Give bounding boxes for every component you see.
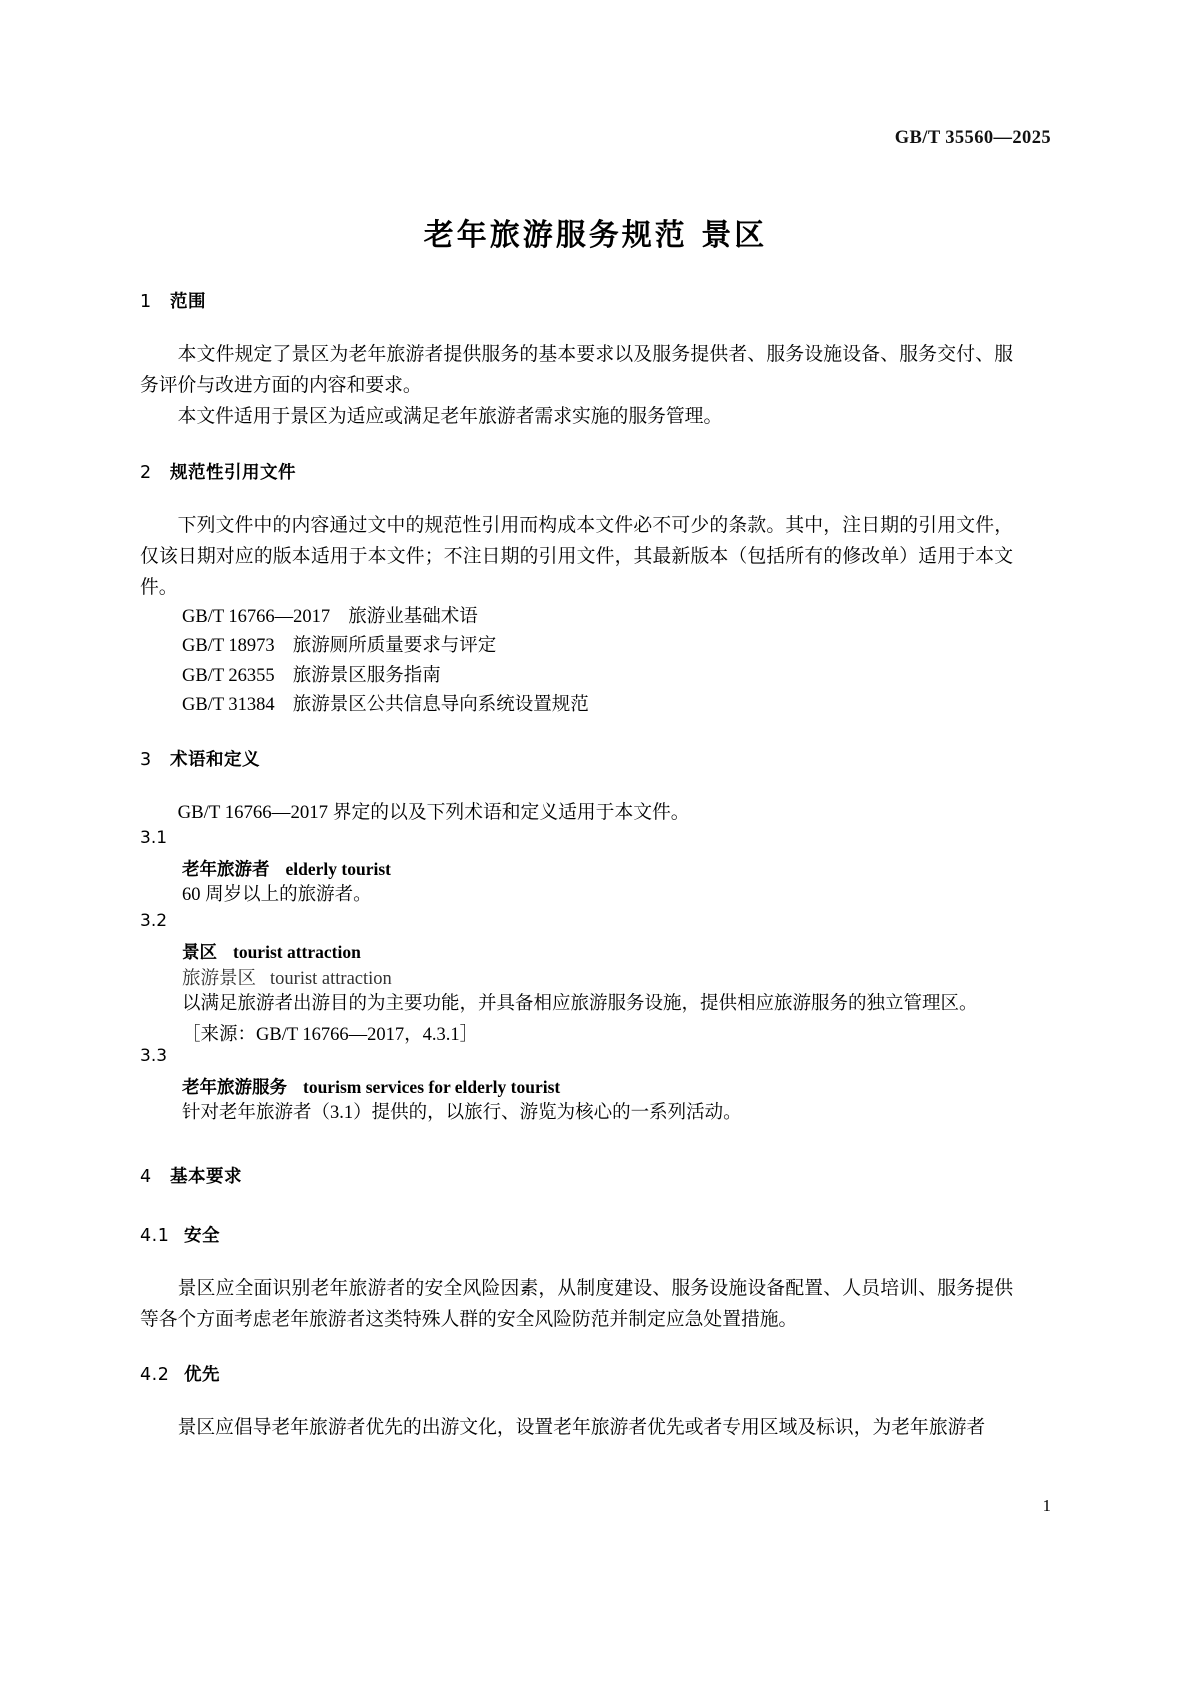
clause-number-scope: 1 (140, 292, 152, 312)
clause-title-priority: 优先 (184, 1365, 220, 1386)
terms-intro: GB/T 16766—2017 界定的以及下列术语和定义适用于本文件。 (177, 802, 690, 823)
safety-paragraph: 景区应全面识别老年旅游者的安全风险因素，从制度建设、服务设施设备配置、人员培训、服务提供等各个方面考虑老年旅游者这类特殊人群的安全风险防范并制定应急处置措施。 (140, 1278, 1013, 1331)
term-name-en: elderly tourist (285, 859, 391, 880)
reference-title: 旅游景区公共信息导向系统设置规范 (292, 694, 589, 715)
running-header-standard-code: GB/T 35560—2025 (894, 128, 1051, 148)
term-definition-3-1: 60 周岁以上的旅游者。 (182, 885, 372, 906)
clause-heading-terms (140, 746, 1013, 771)
term-heading-3-1 (140, 856, 1013, 881)
term-alt-3-2 (140, 964, 1013, 990)
clause-number-priority: 4.2 (140, 1365, 170, 1386)
reference-code: GB/T 16766—2017 (182, 607, 331, 628)
term-name-cn: 景区 (182, 943, 217, 964)
term-alt-cn: 旅游景区 (182, 969, 257, 990)
page-number: 1 (1042, 1496, 1051, 1515)
page-title: 老年旅游服务规范 景区 (423, 218, 768, 254)
term-number-3-2: 3.2 (140, 911, 168, 932)
clause-title-terms: 术语和定义 (170, 750, 260, 770)
reference-item (140, 632, 1013, 661)
term-heading-3-3 (140, 1074, 1013, 1099)
reference-code: GB/T 26355 (182, 665, 275, 686)
clause-number-safety: 4.1 (140, 1226, 170, 1247)
clause-number-terms: 3 (140, 750, 152, 770)
term-alt-en: tourist attraction (270, 969, 392, 990)
reference-item (140, 603, 1013, 632)
clause-heading-priority (140, 1361, 1013, 1386)
term-definition-3-2: 以满足旅游者出游目的为主要功能，并具备相应旅游服务设施，提供相应旅游服务的独立管理区。 (182, 994, 978, 1015)
term-definition-3-3: 针对老年旅游者（3.1）提供的，以旅行、游览为核心的一系列活动。 (182, 1103, 742, 1124)
scope-paragraph-1: 本文件规定了景区为老年旅游者提供服务的基本要求以及服务提供者、服务设施设备、服务交付、服务评价与改进方面的内容和要求。 (140, 344, 1013, 397)
clause-heading-normative-references (140, 459, 1013, 484)
clause-title-basic-requirements: 基本要求 (170, 1167, 242, 1188)
reference-item (140, 662, 1013, 691)
reference-title: 旅游厕所质量要求与评定 (292, 636, 497, 657)
priority-paragraph: 景区应倡导老年旅游者优先的出游文化，设置老年旅游者优先或者专用区域及标识，为老年旅游者 (177, 1417, 986, 1439)
reference-code: GB/T 31384 (182, 694, 275, 715)
clause-number-normative-references: 2 (140, 462, 152, 483)
clause-heading-basic-requirements (140, 1163, 1013, 1188)
term-source-3-2: ［来源：GB/T 16766—2017，4.3.1］ (182, 1025, 479, 1046)
clause-number-basic-requirements: 4 (140, 1167, 152, 1188)
term-number-3-1: 3.1 (140, 828, 168, 849)
reference-title: 旅游景区服务指南 (292, 665, 441, 686)
scope-paragraph-2: 本文件适用于景区为适应或满足老年旅游者需求实施的服务管理。 (177, 406, 723, 428)
term-name-cn: 老年旅游者 (182, 860, 270, 881)
clause-title-scope: 范围 (170, 292, 206, 312)
term-heading-3-2 (140, 939, 1013, 964)
clause-title-safety: 安全 (184, 1226, 220, 1247)
clause-heading-safety (140, 1222, 1013, 1247)
reference-code: GB/T 18973 (182, 636, 275, 657)
normative-references-intro: 下列文件中的内容通过文中的规范性引用而构成本文件必不可少的条款。其中，注日期的引用文件，仅该日期对应的版本适用于本文件；不注日期的引用文件，其最新版本（包括所有的修改单）适用于本文件。 (140, 514, 1013, 598)
document-body (140, 288, 1013, 1444)
clause-title-normative-references: 规范性引用文件 (170, 462, 296, 483)
reference-title: 旅游业基础术语 (348, 607, 478, 628)
reference-item (140, 691, 1013, 720)
term-name-en: tourist attraction (233, 942, 361, 963)
term-number-3-3: 3.3 (140, 1046, 168, 1067)
clause-heading-scope (140, 288, 1013, 313)
term-name-en: tourism services for elderly tourist (303, 1077, 561, 1098)
term-name-cn: 老年旅游服务 (182, 1078, 287, 1099)
